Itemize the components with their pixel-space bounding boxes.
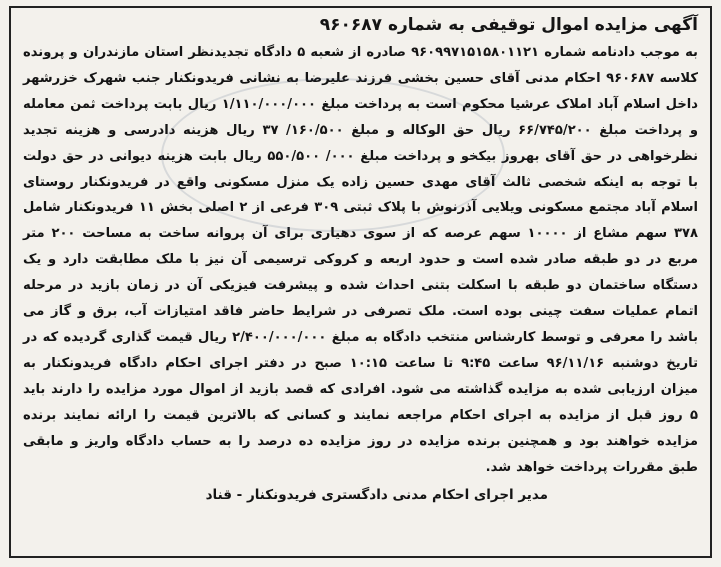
auction-notice [11,8,710,508]
notice-body: به موجب دادنامه شماره ۹۶۰۹۹۷۱۵۱۵۸۰۱۱۲۱ صادره از شعبه ۵ دادگاه تجدیدنظر استان مازندران و پرونده کلاسه ۹۶۰۶۸۷ احکام مدنی آقای حسین بخشی فرزند علیرضا به نشانی فریدونکنار جنب شهرک خزرشهر داخل اسلام آباد املاک عرشیا محکوم است به پرداخت مبلغ ۱/۱۱۰/۰۰۰/۰۰۰ ریال بابت پرداخت ثمن معامله و پرداخت مبلغ ۶۶/۷۴۵/۲۰۰ ریال حق الوکاله و مبلغ ۱۶۰/۵۰۰/ ۳۷ ریال هزینه دادرسی و هزینه تجدید نظرخواهی در حق آقای بهروز بیکخو و پرداخت مبلغ ۰۰۰/ ۵۵۰/۵۰۰ ریال بابت هزینه دیوانی در حق دولت با توجه به اینکه شخصی ثالث آقای مهدی حسین زاده یک منزل مسکونی واقع در فریدونکنار روستای اسلام آباد مجتمع مسکونی ویلایی آذرنوش با پلاک ثبتی ۳۰۹ فرعی از ۲ اصلی بخش ۱۱ فریدونکنار شامل ۳۷۸ سهم مشاع از ۱۰۰۰۰ سهم عرصه که از سوی دهیاری برای آن پروانه ساخت به مساحت ۲۰۰ متر مربع در دو طبقه صادر شده است و حدود اربعه و کروکی ترسیمی آن نیز با ملک مطابقت دارد و یک دستگاه ساختمان دو طبقه با اسکلت بتنی احداث شده و پیشرفت فیزیکی آن در زمان بازید در مرحله اتمام عملیات سفت چینی بوده است. ملک تصرفی در شرایط حاضر فاقد امتیازات آب، برق و گاز می باشد را معرفی و توسط کارشناس منتخب دادگاه به مبلغ ۲/۴۰۰/۰۰۰/۰۰۰ ریال قیمت گذاری گردیده که در تاریخ دوشنبه ۹۶/۱۱/۱۶ ساعت ۹:۴۵ تا ساعت ۱۰:۱۵ صبح در دفتر اجرای احکام دادگاه فریدونکنار به میزان ارزیابی شده به مزایده گذاشته می شود. افرادی که قصد بازید از اموال مورد مزایده را دارند باید ۵ روز قبل از مزایده به اجرای احکام مراجعه نمایند و کسانی که بالاترین قیمت را ارائه نمایند برنده مزایده خواهند بود و همچنین برنده مزایده در روز مزایده ده درصد را به حساب دادگاه واریز و مابقی طبق مقررات پرداخت خواهد شد. [23,45,699,475]
notice-signature: مدیر اجرای احکام مدنی دادگستری فریدونکنار - قناد [205,487,548,504]
notice-title: آگهی مزایده اموال توقیفی به شماره ۹۶۰۶۸۷ [319,15,698,35]
notice-frame [9,6,712,558]
